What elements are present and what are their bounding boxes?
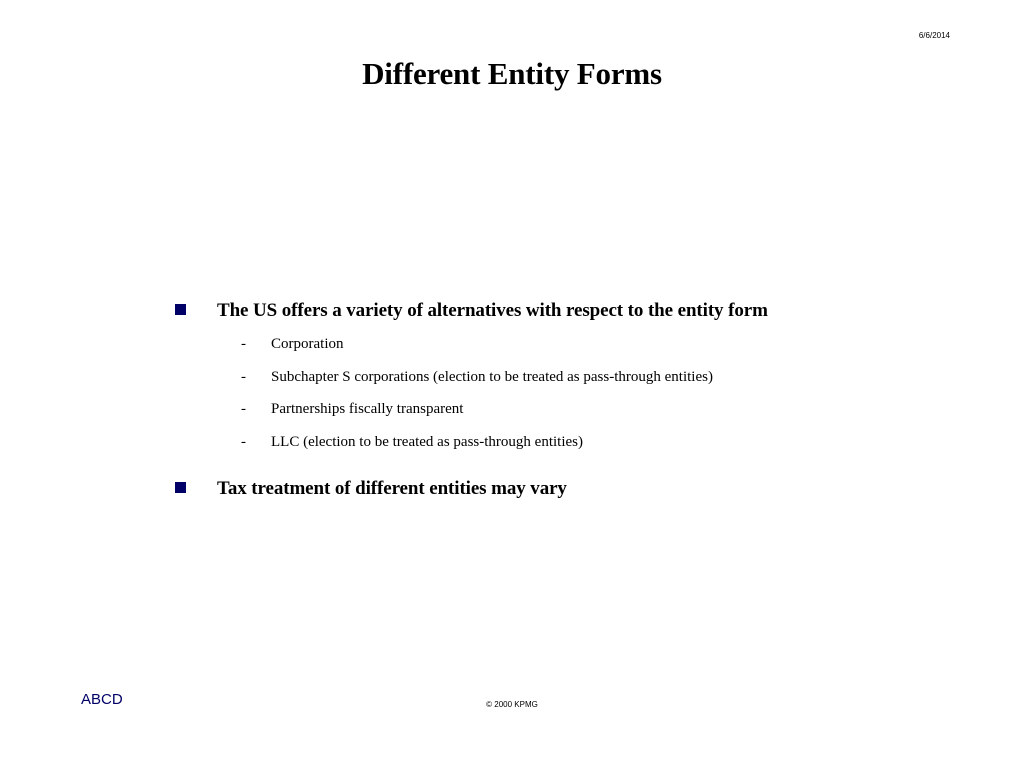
slide-title: Different Entity Forms (362, 56, 662, 91)
square-bullet-icon (175, 482, 186, 493)
bullet-item (175, 300, 895, 322)
dash-marker: - (241, 433, 246, 450)
sub-item-text: Subchapter S corporations (election to be treated as pass-through entities) (271, 368, 713, 385)
slide-date: 6/6/2014 (918, 31, 950, 40)
sub-list-item (175, 401, 895, 434)
sub-item-text: Partnerships fiscally transparent (271, 401, 464, 417)
dash-marker: - (241, 368, 246, 385)
square-bullet-icon (175, 304, 186, 315)
dash-marker: - (241, 401, 246, 417)
bullet-item (175, 478, 895, 500)
dash-marker: - (241, 336, 246, 352)
sub-list-item (175, 369, 895, 402)
slide-content (175, 300, 895, 500)
sub-list-item (175, 434, 895, 467)
sub-list-item (175, 336, 895, 369)
sub-item-text: LLC (election to be treated as pass-through entities) (271, 433, 583, 450)
sub-item-text: Corporation (271, 336, 344, 352)
footer-logo: ABCD (81, 691, 123, 708)
sub-list (175, 336, 895, 466)
bullet-text: Tax treatment of different entities may vary (217, 478, 567, 499)
bullet-text: The US offers a variety of alternatives with respect to the entity form (217, 300, 768, 321)
footer-copyright: © 2000 KPMG (486, 700, 538, 709)
